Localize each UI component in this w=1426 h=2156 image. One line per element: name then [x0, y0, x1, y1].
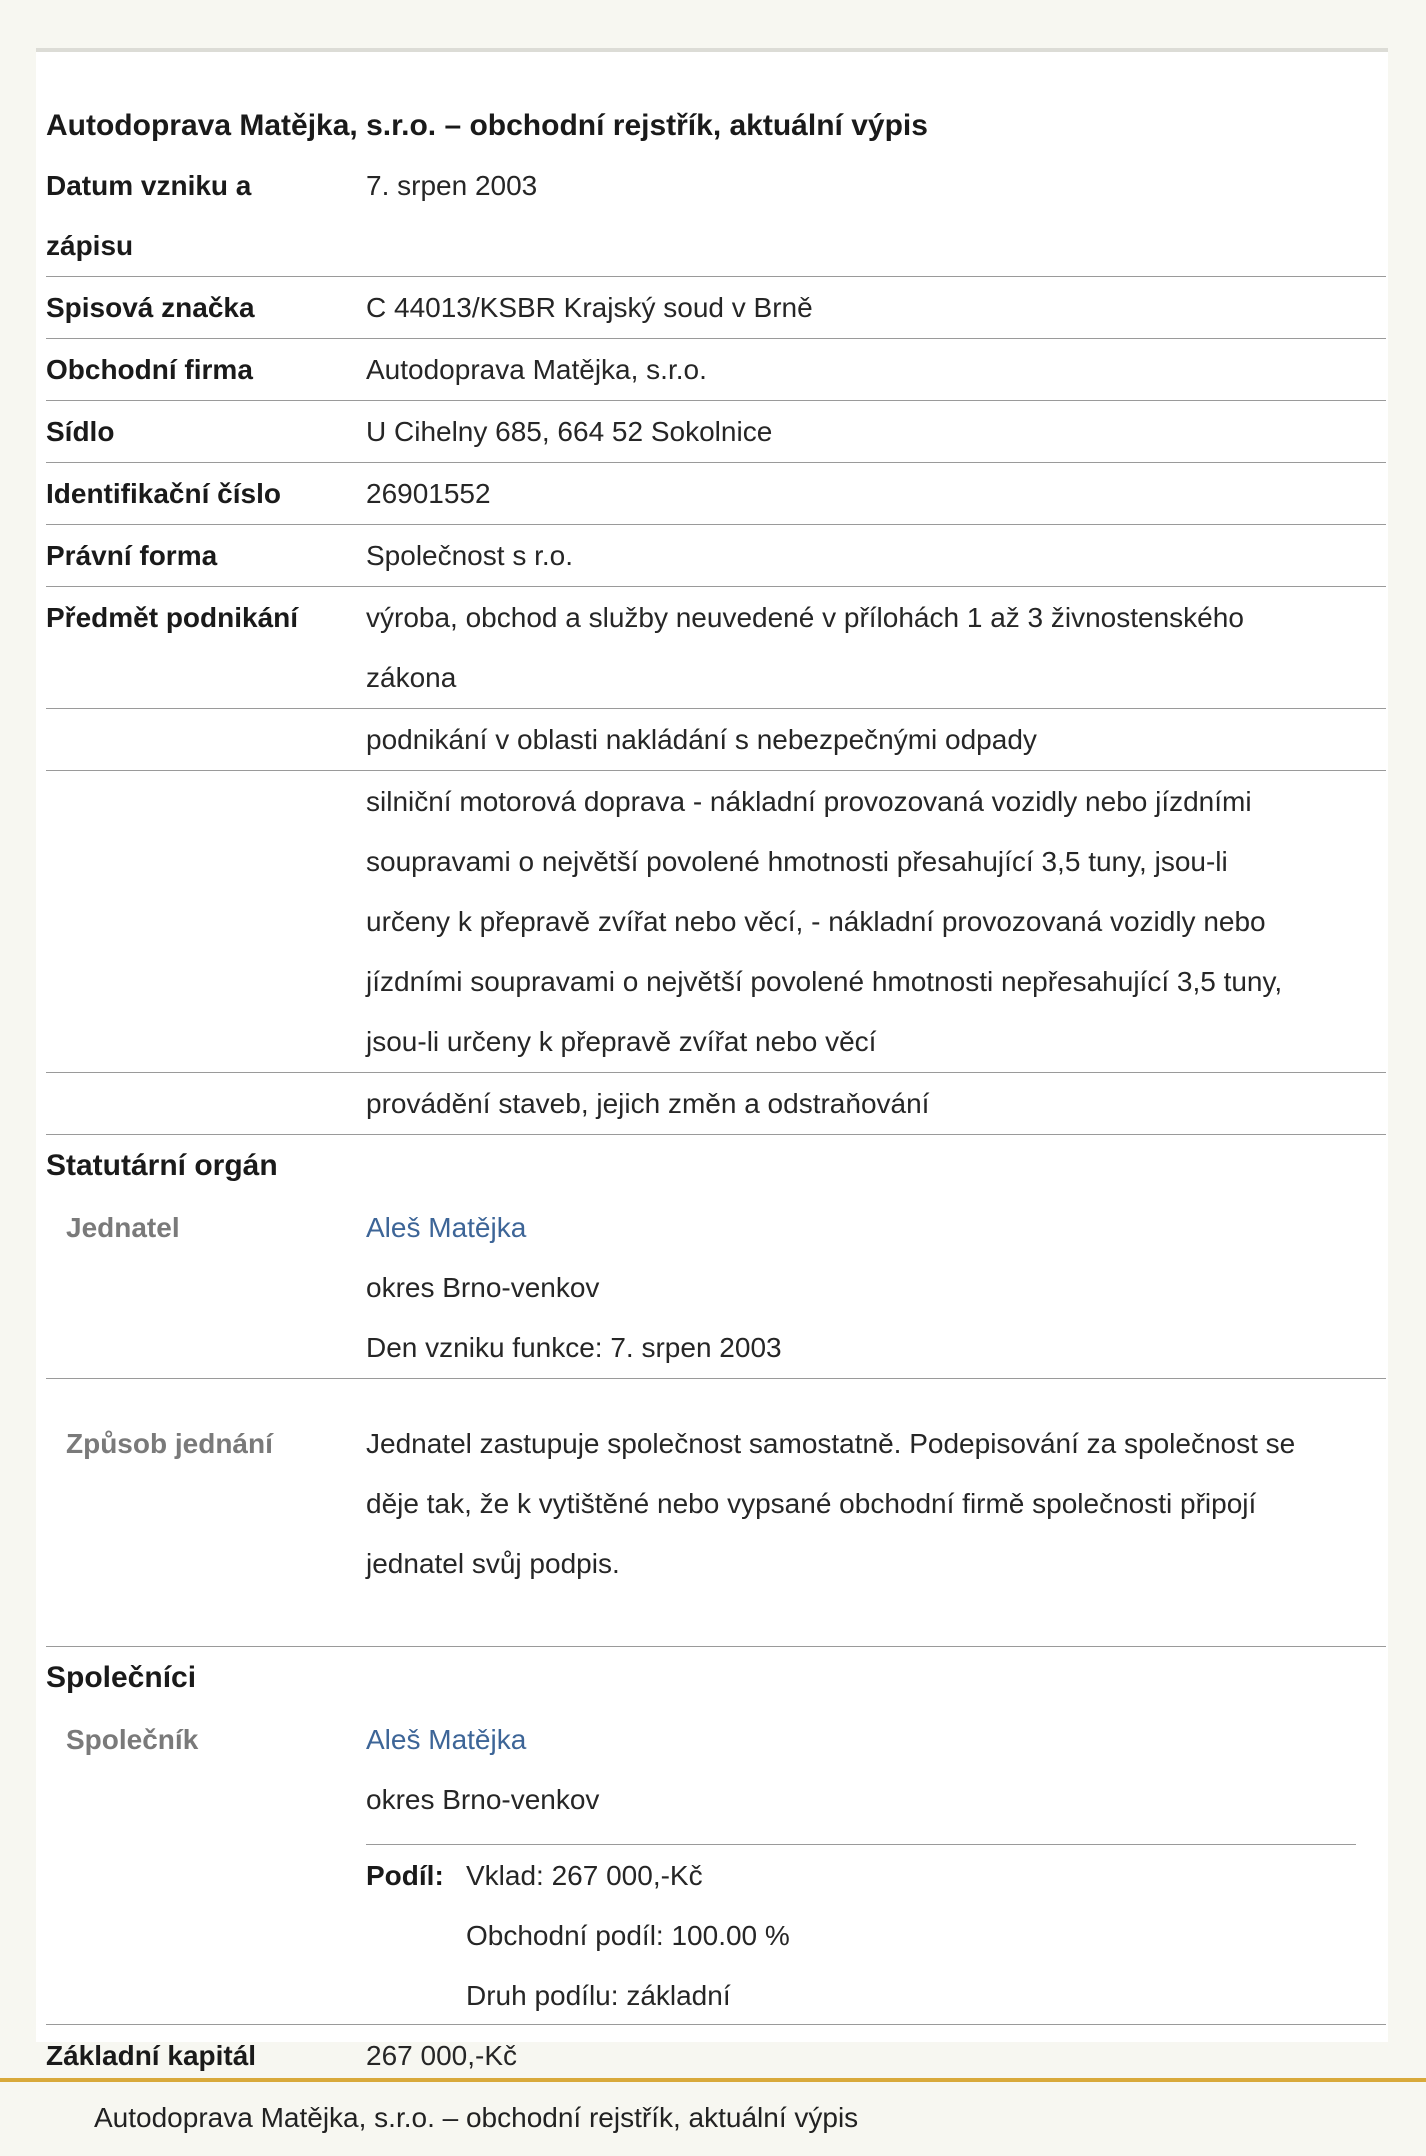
row-value: U Cihelny 685, 664 52 Sokolnice — [366, 416, 773, 447]
row-spisova-znacka — [46, 278, 1386, 339]
row-value: 7. srpen 2003 — [366, 170, 538, 201]
row-zpusob-jednani — [46, 1400, 1386, 1647]
value-line: jednatel svůj podpis. — [366, 1548, 620, 1579]
row-label: Sídlo — [46, 416, 115, 447]
row-predmet-podnikani-4 — [46, 1074, 1386, 1135]
row-predmet-podnikani-1 — [46, 588, 1386, 709]
row-value: provádění staveb, jejich změn a odstraňování — [366, 1088, 930, 1119]
row-label: Jednatel — [66, 1212, 180, 1243]
page-footer — [0, 2078, 1426, 2156]
label-line: Datum vzniku a — [46, 170, 252, 201]
jednatel-okres: okres Brno-venkov — [366, 1272, 600, 1303]
row-label — [46, 156, 356, 276]
section-statutarni-organ: Statutární orgán — [46, 1149, 278, 1182]
section-spolecnici: Společníci — [46, 1661, 197, 1694]
row-label: Společník — [66, 1724, 199, 1755]
row-value — [366, 1198, 1386, 1378]
druh-podilu-value: Druh podílu: základní — [466, 1980, 731, 2011]
row-value — [366, 1710, 1386, 1830]
jednatel-link[interactable]: Aleš Matějka — [366, 1212, 527, 1243]
podil-label: Podíl: — [366, 1860, 444, 1891]
row-value: Společnost s r.o. — [366, 540, 574, 571]
row-sidlo — [46, 402, 1386, 463]
value-line: děje tak, že k vytištěné nebo vypsané obchodní firmě společnosti připojí — [366, 1488, 1257, 1519]
row-label: Spisová značka — [46, 292, 255, 323]
row-value — [366, 1414, 1386, 1594]
row-value — [366, 588, 1386, 708]
row-label: Obchodní firma — [46, 354, 253, 385]
row-pravni-forma — [46, 526, 1386, 587]
label-line: zápisu — [46, 230, 134, 261]
page-title: Autodoprava Matějka, s.r.o. – obchodní rejstřík, aktuální výpis — [46, 109, 928, 142]
row-jednatel — [46, 1198, 1386, 1379]
value-line: určeny k přepravě zvířat nebo věcí, - nákladní provozovaná vozidly nebo — [366, 906, 1266, 937]
row-value: 267 000,-Kč — [366, 2040, 517, 2071]
row-value: 26901552 — [366, 478, 491, 509]
row-value: Autodoprava Matějka, s.r.o. — [366, 354, 707, 385]
value-line: zákona — [366, 662, 457, 693]
value-line: soupravami o největší povolené hmotnosti přesahující 3,5 tuny, jsou-li — [366, 846, 1228, 877]
row-spolecnik — [46, 1710, 1386, 2025]
footer-text: Autodoprava Matějka, s.r.o. – obchodní rejstřík, aktuální výpis — [94, 2102, 859, 2133]
value-line: výroba, obchod a služby neuvedené v přílohách 1 až 3 živnostenského — [366, 602, 1244, 633]
obchodni-podil-value: Obchodní podíl: 100.00 % — [466, 1920, 790, 1951]
row-label: Právní forma — [46, 540, 218, 571]
row-datum-vzniku — [46, 156, 1386, 277]
value-line: Jednatel zastupuje společnost samostatně. Podepisování za společnost se — [366, 1428, 1296, 1459]
row-predmet-podnikani-2 — [46, 710, 1386, 771]
row-label: Předmět podnikání — [46, 602, 299, 633]
registry-card — [36, 48, 1388, 2071]
vklad-value: Vklad: 267 000,-Kč — [466, 1860, 703, 1891]
spolecnik-okres: okres Brno-venkov — [366, 1784, 600, 1815]
spolecnik-link[interactable]: Aleš Matějka — [366, 1724, 527, 1755]
row-value — [366, 772, 1386, 1072]
row-label: Identifikační číslo — [46, 478, 281, 509]
row-identifikacni-cislo — [46, 464, 1386, 525]
value-line: silniční motorová doprava - nákladní provozovaná vozidly nebo jízdními — [366, 786, 1252, 817]
row-value: C 44013/KSBR Krajský soud v Brně — [366, 292, 813, 323]
jednatel-vznik-funkce: Den vzniku funkce: 7. srpen 2003 — [366, 1332, 782, 1363]
row-label: Základní kapitál — [46, 2040, 257, 2071]
row-value: podnikání v oblasti nakládání s nebezpečnými odpady — [366, 724, 1037, 755]
row-zakladni-kapital — [46, 2026, 1386, 2086]
row-predmet-podnikani-3 — [46, 772, 1386, 1073]
value-line: jízdními soupravami o největší povolené hmotnosti nepřesahující 3,5 tuny, — [366, 966, 1283, 997]
row-obchodni-firma — [46, 340, 1386, 401]
value-line: jsou-li určeny k přepravě zvířat nebo věcí — [366, 1026, 877, 1057]
share-divider — [366, 1844, 1356, 1845]
row-label: Způsob jednání — [66, 1428, 273, 1459]
